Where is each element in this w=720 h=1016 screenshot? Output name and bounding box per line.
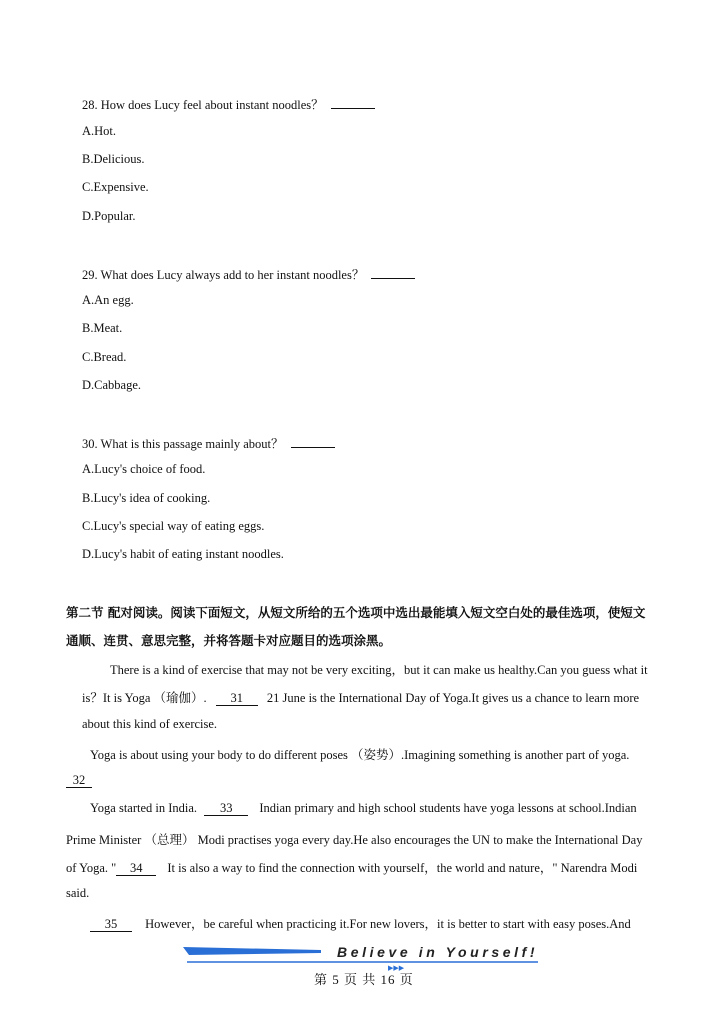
option-28-b: B.Delicious.	[82, 152, 145, 166]
option-30-d: D.Lucy's habit of eating instant noodles.	[82, 547, 284, 561]
passage-p1-line-2	[82, 688, 639, 706]
option-29-b: B.Meat.	[82, 321, 123, 335]
passage-p1-line-1: There is a kind of exercise that may not be very exciting，but it can make us healthy.Can you guess what it	[110, 663, 648, 677]
blank-32: 32	[66, 773, 92, 788]
option-28-a: A.Hot.	[82, 124, 117, 138]
passage-p3-line-2: Prime Minister （总理） Modi practises yoga every day.He also encourages the UN to make the International Day	[66, 833, 643, 847]
question-29	[82, 265, 415, 283]
footer-swoosh	[183, 947, 321, 955]
answer-blank	[371, 266, 415, 279]
passage-p2-line-1: Yoga is about using your body to do different poses （姿势）.Imagining something is another part of yoga.	[90, 748, 630, 762]
option-30-a: A.Lucy's choice of food.	[82, 462, 206, 476]
option-30-b: B.Lucy's idea of cooking.	[82, 491, 211, 505]
page-number: 第 5 页 共 16 页	[314, 972, 414, 987]
question-28-text: 28. How does Lucy feel about instant noodles？	[82, 98, 324, 112]
passage-p2-line-2	[66, 773, 92, 788]
section-heading-line-2: 通顺、连贯、意思完整，并将答题卡对应题目的选项涂黑。	[66, 633, 392, 648]
blank-34: 34	[116, 861, 156, 876]
passage-text: of Yoga. "	[66, 861, 117, 875]
blank-31: 31	[216, 691, 258, 706]
passage-p3-line-4: said.	[66, 886, 90, 900]
question-30	[82, 434, 335, 452]
option-29-c: C.Bread.	[82, 350, 127, 364]
question-28	[82, 95, 375, 113]
footer-banner	[183, 944, 539, 972]
passage-p3-line-3	[66, 858, 637, 876]
question-30-text: 30. What is this passage mainly about？	[82, 437, 284, 451]
passage-p4-line-1	[90, 914, 631, 932]
blank-35: 35	[90, 917, 132, 932]
passage-text: Indian primary and high school students have yoga lessons at school.Indian	[259, 801, 637, 815]
option-29-a: A.An egg.	[82, 293, 134, 307]
answer-blank	[291, 435, 335, 448]
answer-blank	[331, 96, 375, 109]
passage-p1-line-3: about this kind of exercise.	[82, 717, 218, 731]
section-heading-line-1: 第二节 配对阅读。阅读下面短文，从短文所给的五个选项中选出最能填入短文空白处的最佳选项，使短文	[66, 605, 646, 620]
triple-arrow-icon: ▶▶▶	[388, 964, 405, 972]
passage-text: is？It is Yoga （瑜伽）.	[82, 691, 207, 705]
passage-text: 21 June is the International Day of Yoga.It gives us a chance to learn more	[266, 691, 640, 705]
footer-motto: Believe in Yourself!	[337, 944, 539, 960]
question-29-text: 29. What does Lucy always add to her instant noodles？	[82, 268, 365, 282]
passage-text: However，be careful when practicing it.For new lovers，it is better to start with easy poses.And	[145, 917, 631, 931]
option-28-c: C.Expensive.	[82, 180, 149, 194]
passage-text: It is also a way to find the connection with yourself，the world and nature，" Narendra Modi	[167, 861, 638, 875]
blank-33: 33	[204, 801, 248, 816]
passage-p3-line-1	[90, 801, 637, 816]
option-29-d: D.Cabbage.	[82, 378, 142, 392]
option-28-d: D.Popular.	[82, 209, 136, 223]
passage-text: Yoga started in India.	[90, 801, 198, 815]
option-30-c: C.Lucy's special way of eating eggs.	[82, 519, 265, 533]
